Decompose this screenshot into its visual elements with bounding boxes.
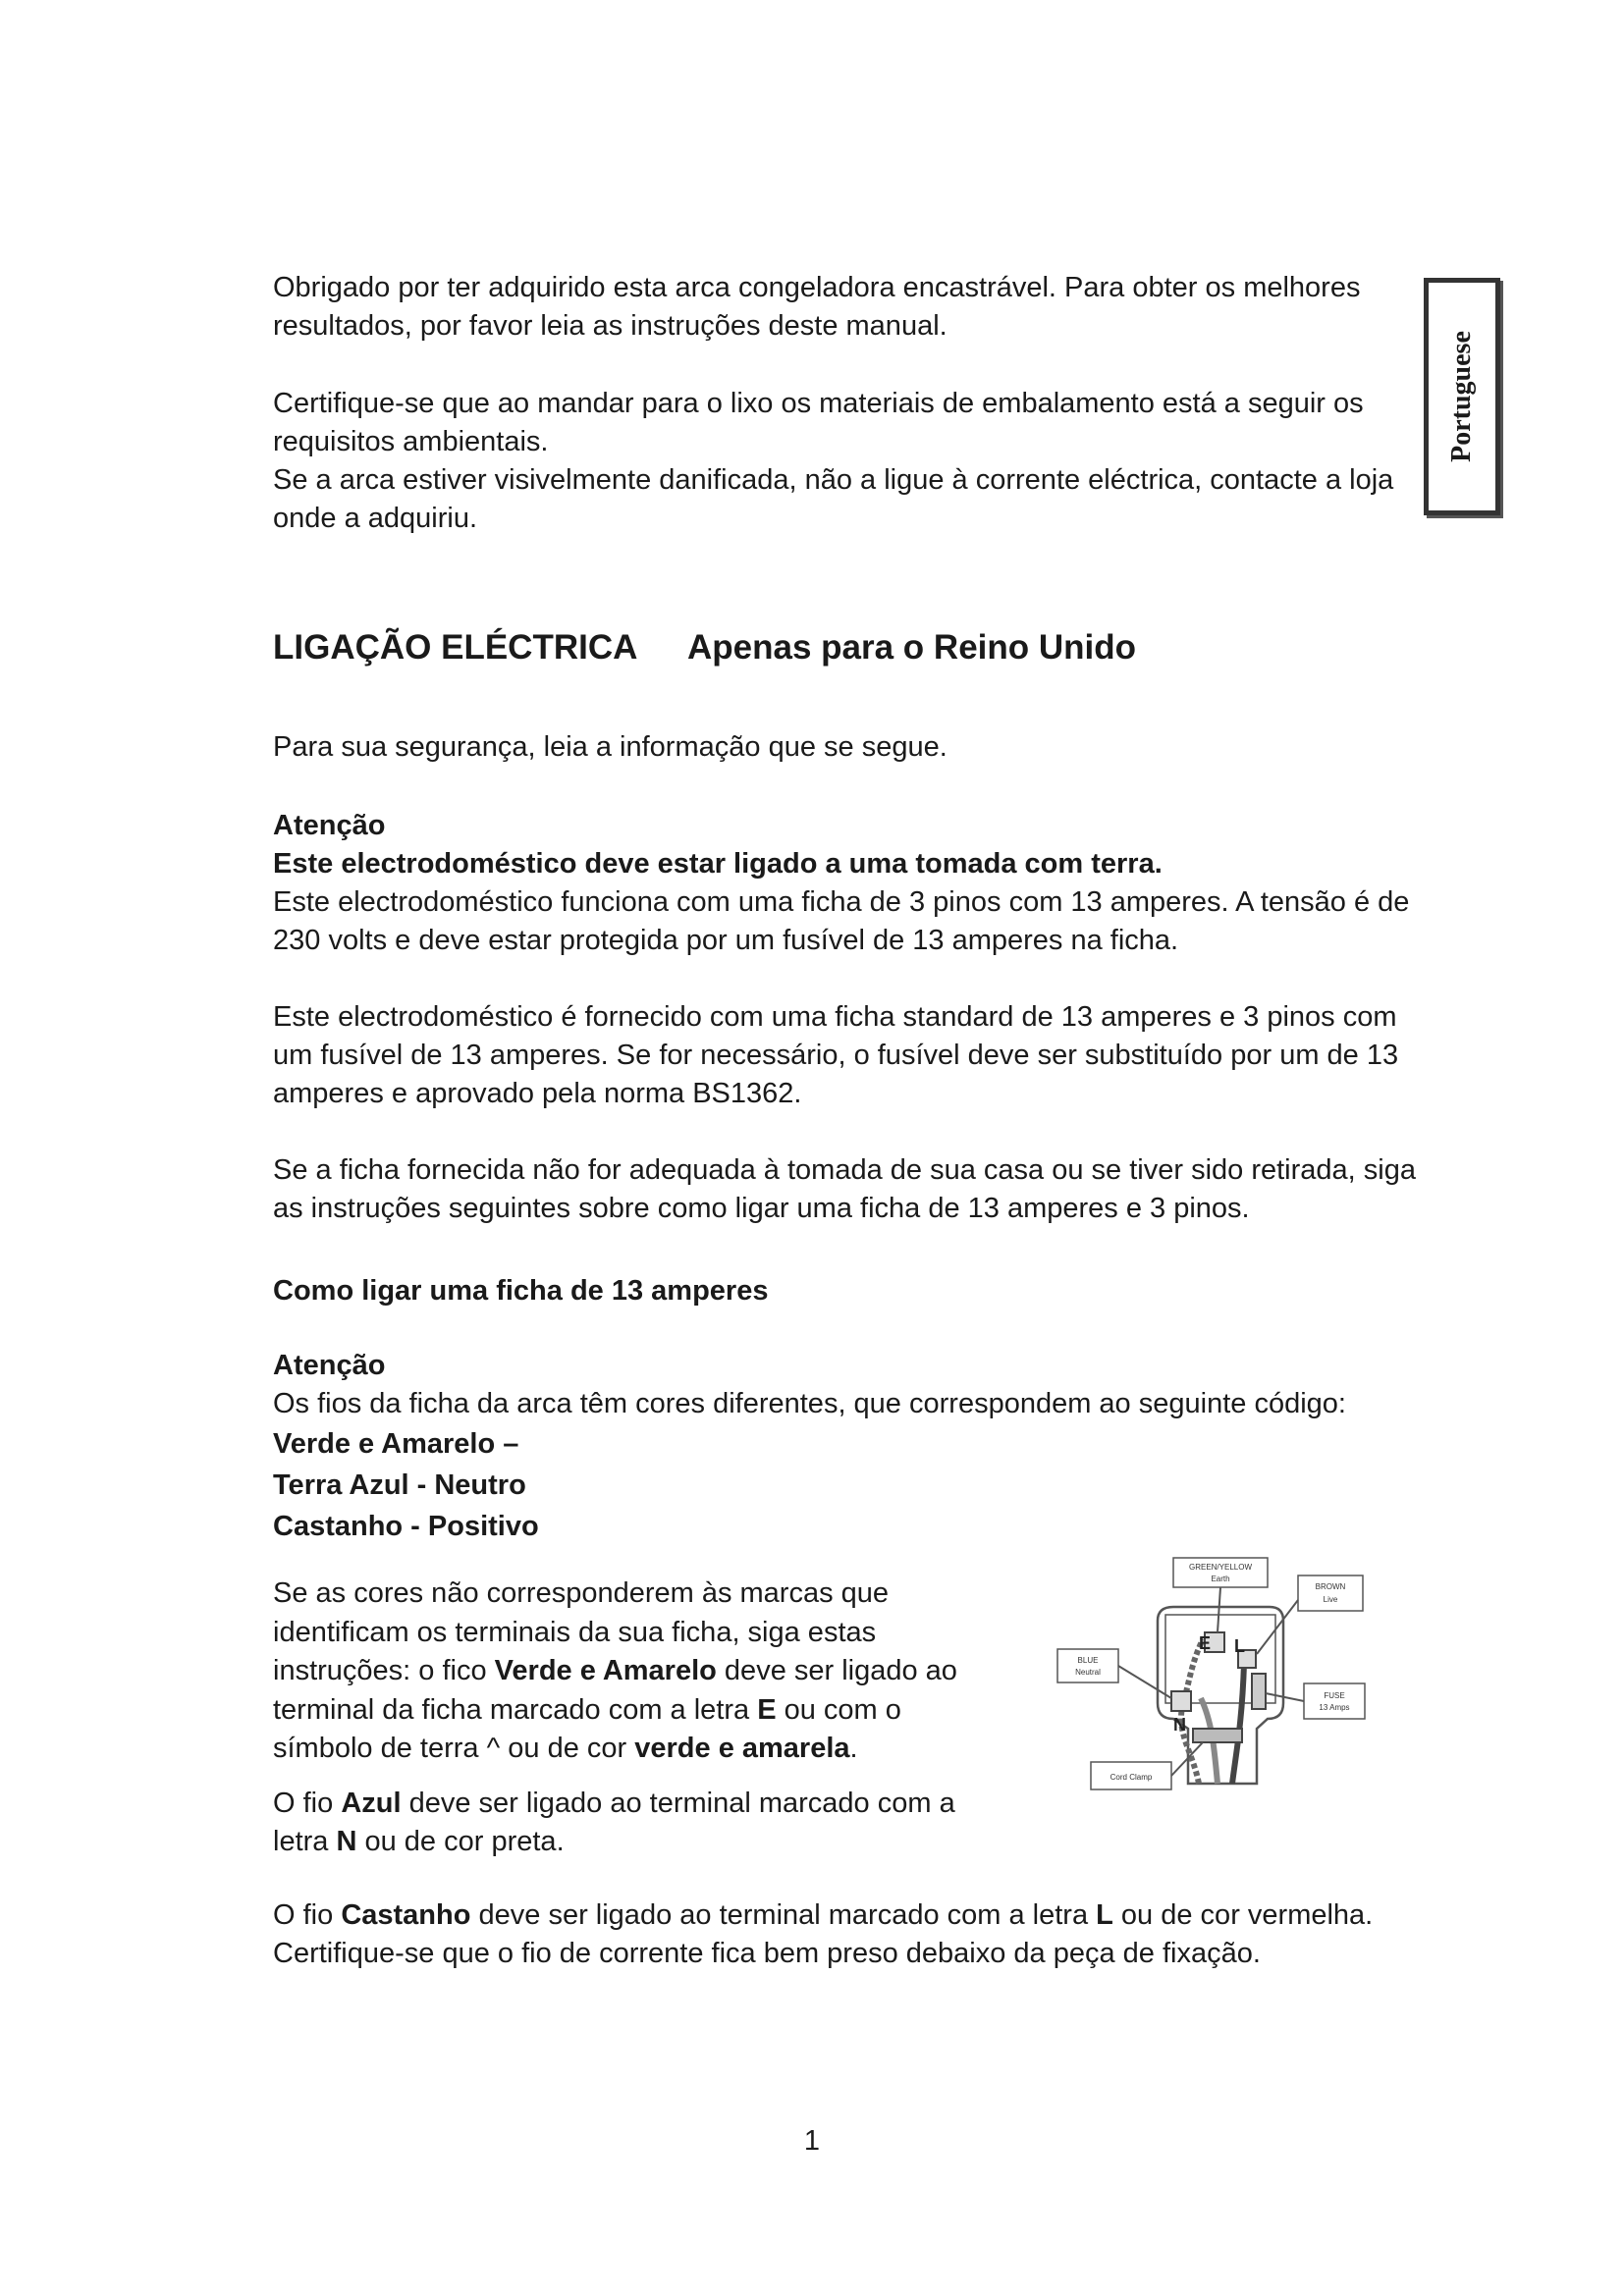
label-blue: BLUE: [1077, 1656, 1099, 1665]
section-subtitle: Apenas para o Reino Unido: [687, 628, 1136, 667]
wire-code-3: Castanho - Positivo: [273, 1511, 539, 1542]
label-neutral: Neutral: [1075, 1668, 1101, 1677]
cord-clamp-instruction: Certifique-se que o fio de corrente fica bem preso debaixo da peça de fixação.: [273, 1938, 1261, 1969]
attention-block-2: [273, 1347, 1432, 1547]
letter-e: E: [1199, 1633, 1212, 1653]
section-title: LIGAÇÃO ELÉCTRICA: [273, 628, 638, 667]
label-box-fuse: [1304, 1683, 1365, 1719]
instructions-paragraph-1: Se as cores não corresponderem às marcas que identificam os terminais da sua ficha, siga estas instruções: o fico Verde e Amarelo deve ser ligado ao terminal da ficha marcado com a letra E ou com o símbolo de terra ^ ou de cor verde e amarela.: [273, 1577, 957, 1764]
plug-info-text: Este electrodoméstico é fornecido com uma ficha standard de 13 amperes e 3 pinos com um fusível de 13 amperes. Se for necessário, o fusível deve ser substituído por um de 13 amperes e aprovado pela norma BS1362.: [273, 1001, 1399, 1109]
damage-text: Se a arca estiver visivelmente danificada, não a ligue à corrente eléctrica, contacte a loja onde a adquiriu.: [273, 464, 1394, 534]
attention-label: Atenção: [273, 810, 386, 841]
plug-replace-text: Se a ficha fornecida não for adequada à tomada de sua casa ou se tiver sido retirada, siga as instruções seguintes sobre como ligar uma ficha de 13 amperes e 3 pinos.: [273, 1154, 1416, 1224]
safety-note: [273, 728, 1432, 767]
label-live: Live: [1323, 1595, 1338, 1604]
wire-code-2: Terra Azul - Neutro: [273, 1469, 526, 1501]
live-wire: [1232, 1664, 1244, 1784]
intro-paragraph-1: [273, 269, 1432, 346]
attention-label-2: Atenção: [273, 1350, 386, 1381]
label-brown: BROWN: [1315, 1582, 1346, 1591]
label-earth: Earth: [1211, 1575, 1230, 1583]
wire-code-1: Verde e Amarelo –: [273, 1428, 519, 1460]
attention-block-1: [273, 807, 1432, 960]
section-heading: [273, 628, 1136, 667]
label-box-live: [1298, 1575, 1363, 1611]
howto-heading: [273, 1272, 1432, 1310]
intro-text: Obrigado por ter adquirido esta arca congeladora encastrável. Para obter os melhores resultados, por favor leia as instruções deste manual.: [273, 272, 1361, 342]
howto-title: Como ligar uma ficha de 13 amperes: [273, 1275, 769, 1307]
plug-wiring-diagram: [1056, 1556, 1370, 1801]
label-fuse-amps: 13 Amps: [1319, 1703, 1350, 1712]
language-tab-label: Portuguese: [1446, 331, 1477, 462]
fuse-body: [1252, 1674, 1266, 1709]
cord-clamp-bar: [1193, 1729, 1242, 1742]
wires-intro: Os fios da ficha da arca têm cores diferentes, que correspondem ao seguinte código:: [273, 1388, 1346, 1419]
disposal-text: Certifique-se que ao mandar para o lixo os materiais de embalamento está a seguir os requisitos ambientais.: [273, 388, 1364, 457]
page-number: 1: [803, 2125, 821, 2157]
intro-paragraph-2: [273, 385, 1432, 538]
language-tab: [1424, 278, 1500, 515]
label-green-yellow: GREEN/YELLOW: [1188, 1563, 1253, 1572]
plug-replace-paragraph: [273, 1151, 1432, 1228]
letter-n: N: [1173, 1715, 1186, 1735]
earth-warning: Este electrodoméstico deve estar ligado a uma tomada com terra.: [273, 848, 1163, 880]
instructions-paragraph-2: O fio Azul deve ser ligado ao terminal marcado com a letra N ou de cor preta.: [273, 1788, 955, 1857]
letter-l: L: [1234, 1636, 1245, 1656]
plug-info-paragraph: [273, 998, 1432, 1113]
label-box-neutral: [1057, 1649, 1118, 1682]
instructions-paragraph-3: O fio Castanho deve ser ligado ao terminal marcado com a letra L ou de cor vermelha. Certifique-se que o fio de corrente fica bem preso debaixo da peça de fixação.: [273, 1896, 1432, 1973]
label-cord-clamp: Cord Clamp: [1110, 1773, 1153, 1782]
safety-note-text: Para sua segurança, leia a informação que se segue.: [273, 731, 947, 763]
label-fuse: FUSE: [1324, 1691, 1345, 1700]
power-info: Este electrodoméstico funciona com uma ficha de 3 pinos com 13 amperes. A tensão é de 230 volts e deve estar protegida por um fusível de 13 amperes na ficha.: [273, 886, 1410, 956]
neutral-terminal: [1171, 1691, 1191, 1711]
